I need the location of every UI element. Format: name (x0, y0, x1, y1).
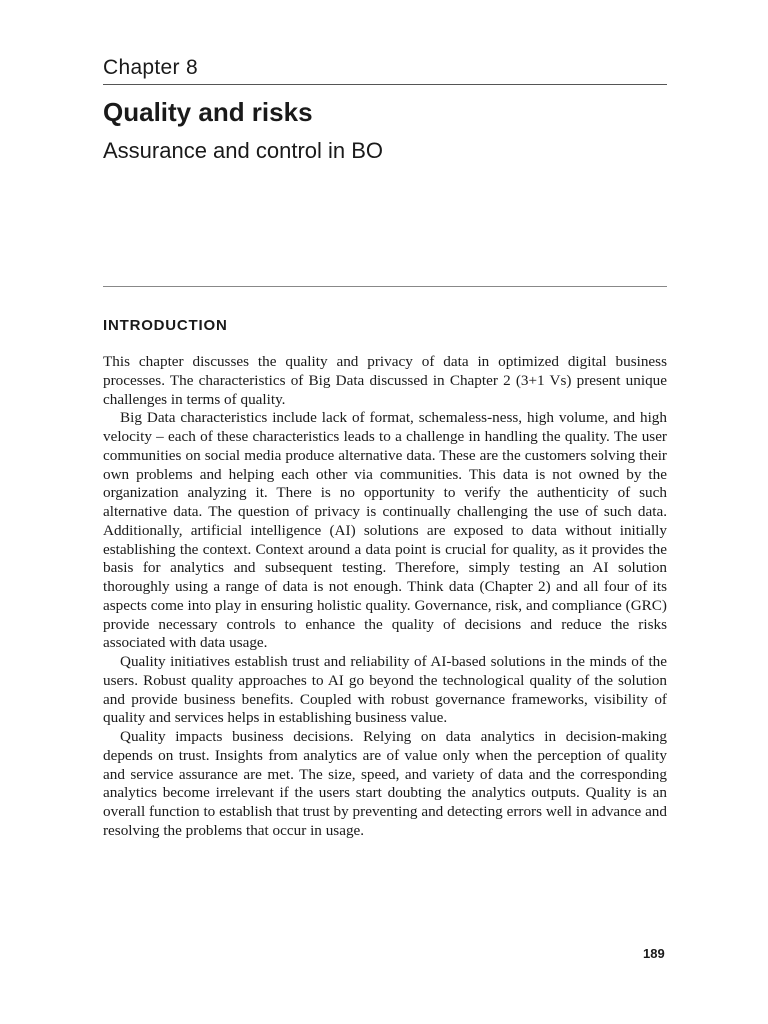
paragraph-1: This chapter discusses the quality and privacy of data in optimized digital business processes. The characteristics of Big Data discussed in Chapter 2 (3+1 Vs) present unique challenges in terms of quality. (103, 353, 667, 408)
paragraph-3: Quality initiatives establish trust and reliability of AI-based solutions in the minds of the users. Robust quality approaches to AI go beyond the technological quality of the solution and provide business benefits. Coupled with robust governance frameworks, visibility of quality and services helps in establishing business value. (103, 653, 667, 727)
chapter-subtitle: Assurance and control in BO (103, 138, 384, 163)
page-number: 189 (643, 946, 665, 961)
section-heading: INTRODUCTION (103, 317, 228, 334)
section-divider (103, 286, 667, 287)
top-divider (103, 84, 667, 85)
chapter-title: Quality and risks (103, 97, 313, 127)
paragraph-4: Quality impacts business decisions. Relying on data analytics in decision-making depends on trust. Insights from analytics are of value only when the perception of quality and service assurance are met. The size, speed, and variety of data and the corresponding analytics become irrelevant if the users start doubting the analytics outputs. Quality is an overall function to establish that trust by preventing and detecting errors well in advance and resolving the problems that occur in usage. (103, 728, 667, 839)
paragraph-2: Big Data characteristics include lack of format, schemaless-ness, high volume, and high velocity – each of these characteristics leads to a challenge in handling the quality. The user communities on social media produce alternative data. These are the customers solving their own problems and helping each other via communities. This data is not owned by the organization analyzing it. There is no opportunity to verify the authenticity of such alternative data. The question of privacy is continually challenging the use of such data. Additionally, artificial intelligence (AI) solutions are exposed to data without initially establishing the context. Context around a data point is crucial for quality, as it provides the basis for analytics and subsequent testing. Therefore, simply testing an AI solution thoroughly using a range of data is not enough. Think data (Chapter 2) and all four of its aspects come into play in ensuring holistic quality. Governance, risk, and compliance (GRC) provide necessary controls to enhance the quality of decisions and reduce the risks associated with data usage. (103, 409, 667, 652)
chapter-label: Chapter 8 (103, 56, 198, 79)
body-text (103, 353, 667, 841)
